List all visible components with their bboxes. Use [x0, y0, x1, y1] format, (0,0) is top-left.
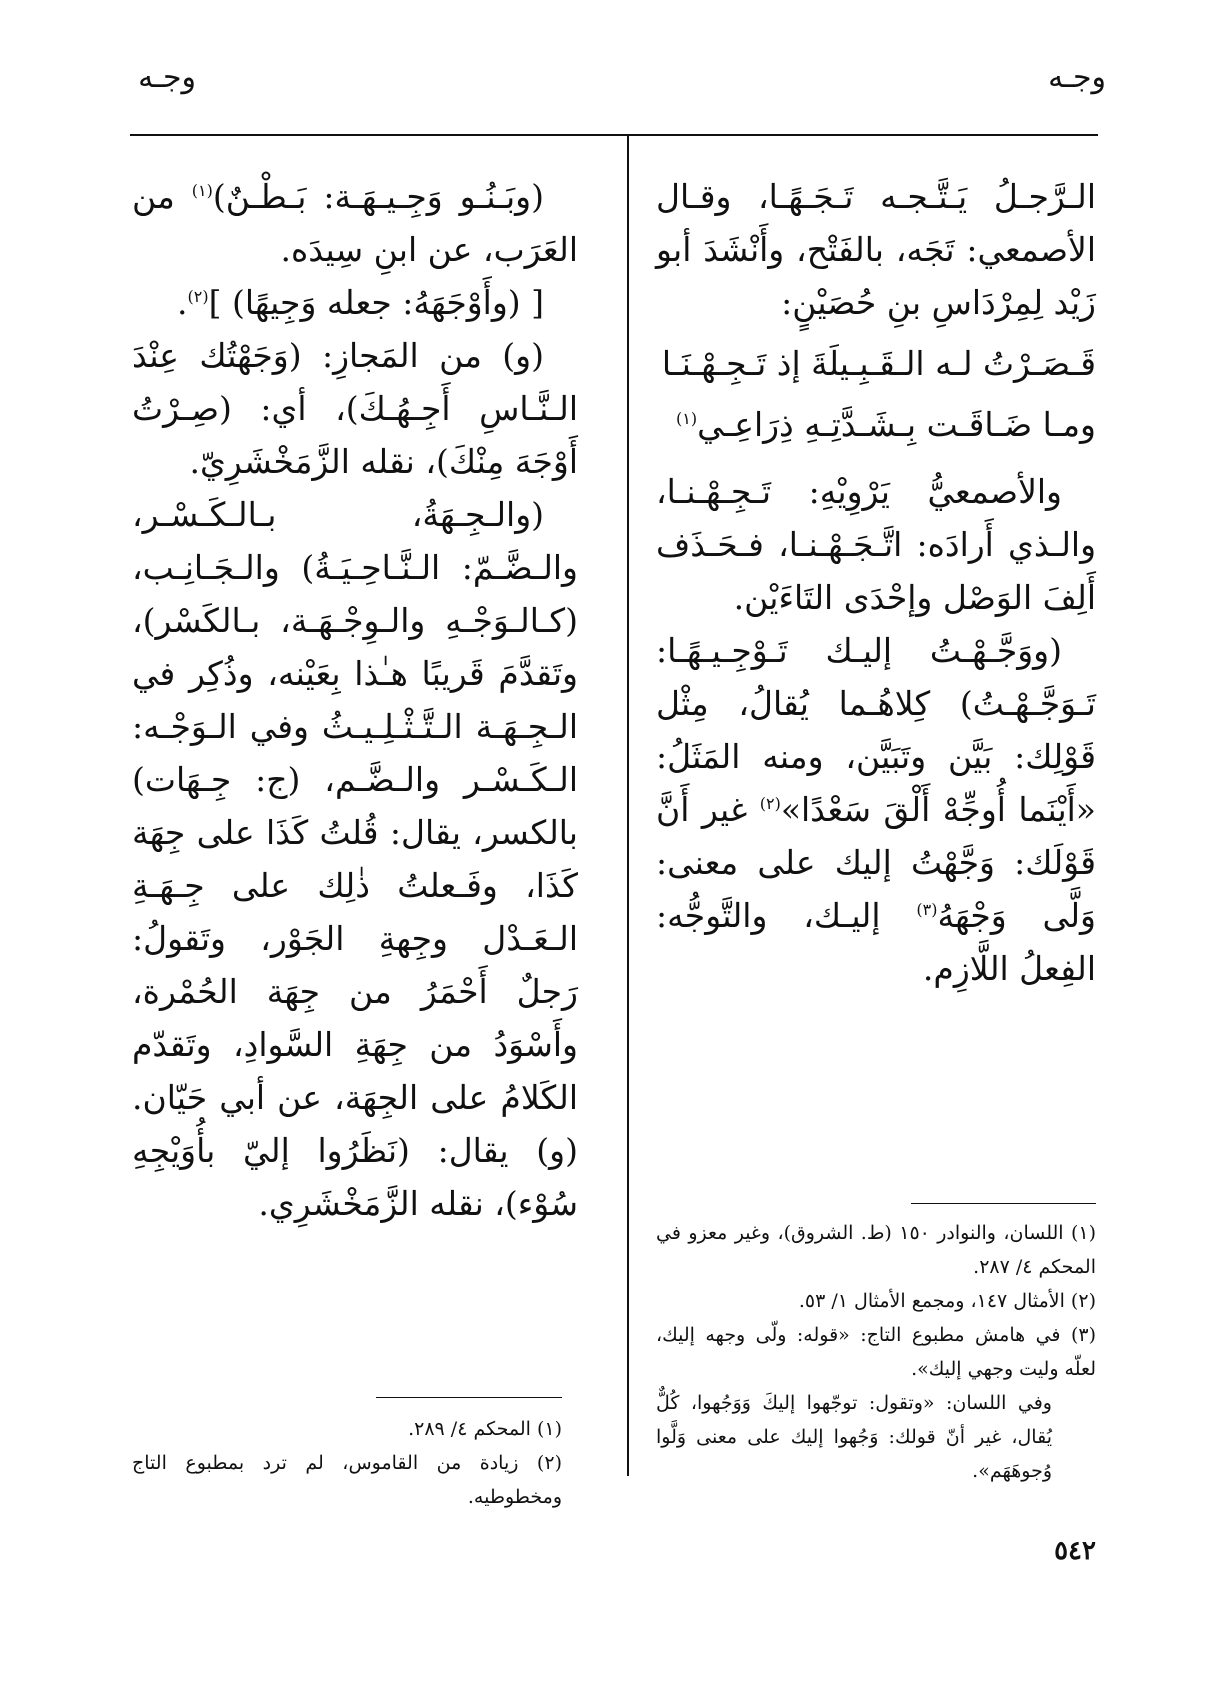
verse-line: قَـصَـرْتُ لـه الـقَـبِـيلَةَ إذ تَـجِـهْـنَـا [661, 344, 1096, 383]
paragraph-text: من العَرَب، عن ابنِ سِيدَه. [132, 177, 578, 269]
paragraph: الـرَّجـلُ يَـتَّـجـه تَـجَـهًـا، وقـال الأصمعي: تَجَه، بالفَتْح، وأَنْشَدَ أبو زَيْد لِمِرْدَاسِ بنِ حُصَيْنٍ: [656, 177, 1096, 322]
footnote: (٣) في هامش مطبوع التاج: «قوله: ولّى وجهه إليك، لعلّه وليت وجهي إليك». [656, 1324, 1096, 1380]
footnotes-right [656, 1216, 1096, 1488]
header-rule [130, 134, 1098, 136]
footnote-ref: (٢) [187, 287, 209, 306]
left-column [132, 170, 578, 1230]
paragraph-text: . [176, 283, 188, 322]
paragraph: والأصمعيُّ يَرْوِيْهِ: تَـجِـهْـنـا، والـذي أَرادَه: اتَّـجَـهْـنـا، فـحَـذَف أَلِفَ الوَصْل وإحْدَى التَاءَيْن. [656, 472, 1096, 617]
paragraph-text: [ (وأَوْجَهَهُ: جعله وَجِيهًا) ] [208, 283, 544, 322]
footnote: (١) المحكم ٤/ ٢٨٩. [408, 1418, 562, 1440]
column-divider [627, 136, 629, 1476]
paragraph [656, 624, 1096, 995]
footnote-ref: (٢) [759, 794, 781, 813]
footnote-ref: (٣) [916, 900, 938, 919]
right-column [656, 170, 1096, 995]
paragraph-text: إليـك، والتَّوجُّه: الفِعلُ اللَّازِم. [656, 896, 1096, 988]
paragraph [132, 170, 578, 276]
paragraph: (و) من المَجازِ: (وَجَهْتُك عِنْدَ الـنَّـاسِ أَجِـهُـكَ)، أي: (صِـرْتُ أَوْجَهَ مِنْكَ)، نقله الزَّمَخْشَرِيّ. [132, 336, 578, 481]
footnote-continuation: وفي اللسان: «وتقول: توجّهوا إليكَ وَوَجُهوا، كُلٌّ يُقال، غير أنّ قولك: وَجُهوا إليك على معنى وَلَّوا وُجوهَهَم». [656, 1392, 1052, 1482]
verse-text: ومـا ضَـاقَـت بِـشَـدَّتِـهِ ذِرَاعِـي [697, 405, 1096, 444]
verse-line [656, 398, 1096, 451]
footnote-rule [376, 1397, 562, 1398]
footnotes-left [132, 1412, 562, 1514]
footnote-ref: (١) [191, 181, 213, 200]
footnote-ref: (١) [676, 409, 698, 428]
footnote: (٢) الأمثال ١٤٧، ومجمع الأمثال ١/ ٥٣. [798, 1290, 1096, 1312]
running-header-right: وجـه [1048, 60, 1106, 95]
paragraph-text: (وبَـنُـو وَجِـيـهَـة: بَـطْـنٌ) [212, 177, 544, 216]
footnote-rule [911, 1203, 1096, 1204]
paragraph-text: غير أَنَّ قَوْلَك: وَجَّهْتُ إليك على معنى: وَلَّى وَجْهَهُ [656, 790, 1096, 935]
page-number: ٥٤٢ [1054, 1536, 1096, 1566]
paragraph: (والـجِـهَةُ، بـالـكَـسْـر، والـضَّـمّ: الـنَّـاحِـيَـةُ) والـجَـانِـب، (كـالـوَجْـهِ والـوِجْـهَـة، بـالكَسْر)، وتَقدَّمَ قَريبًا هـٰذا بِعَيْنه، وذُكِر في الـجِـهَـة الـتَّـثْـلِـيـثُ وفي الـوَجْـه: الـكَـسْـر والـضَّـم، (ج: جِـهَات) بالكسر، يقال: قُلتُ كَذَا على جِهَة كَذَا، وفَـعلتُ ذٰلِك على جِـهَـةِ الـعَـدْل وجِهةِ الجَوْر، وتَقولُ: رَجلٌ أَحْمَرُ من جِهَة الحُمْرة، وأَسْوَدُ من جِهَةِ السَّوادِ، وتَقدّم الكَلامُ على الجِهَة، عن أبي حَيّان. (و) يقال: (نَظَرُوا إليّ بأُوَيْجِهِ سُوْء)، نقله الزَّمَخْشَرِي. [132, 495, 578, 1223]
paragraph-text: (ووَجَّـهْـتُ إليـك تَـوْجِـيـهًـا: تَـوَجَّـهْـتُ) كِلاهُـما يُقالُ، مِثْل قَوْلِك: بَيَّن وتَبَيَّن، ومنه المَثَلُ: «أَيْنَما أُوجِّهْ أَلْقَ سَعْدًا» [656, 631, 1097, 829]
running-header-left: وجـه [138, 60, 196, 95]
footnote: (١) اللسان، والنوادر ١٥٠ (ط. الشروق)، وغير معزو في المحكم ٤/ ٢٨٧. [656, 1222, 1096, 1278]
paragraph [132, 276, 578, 329]
footnote: (٢) زيادة من القاموس، لم ترد بمطبوع التاج ومخطوطيه. [132, 1452, 562, 1508]
